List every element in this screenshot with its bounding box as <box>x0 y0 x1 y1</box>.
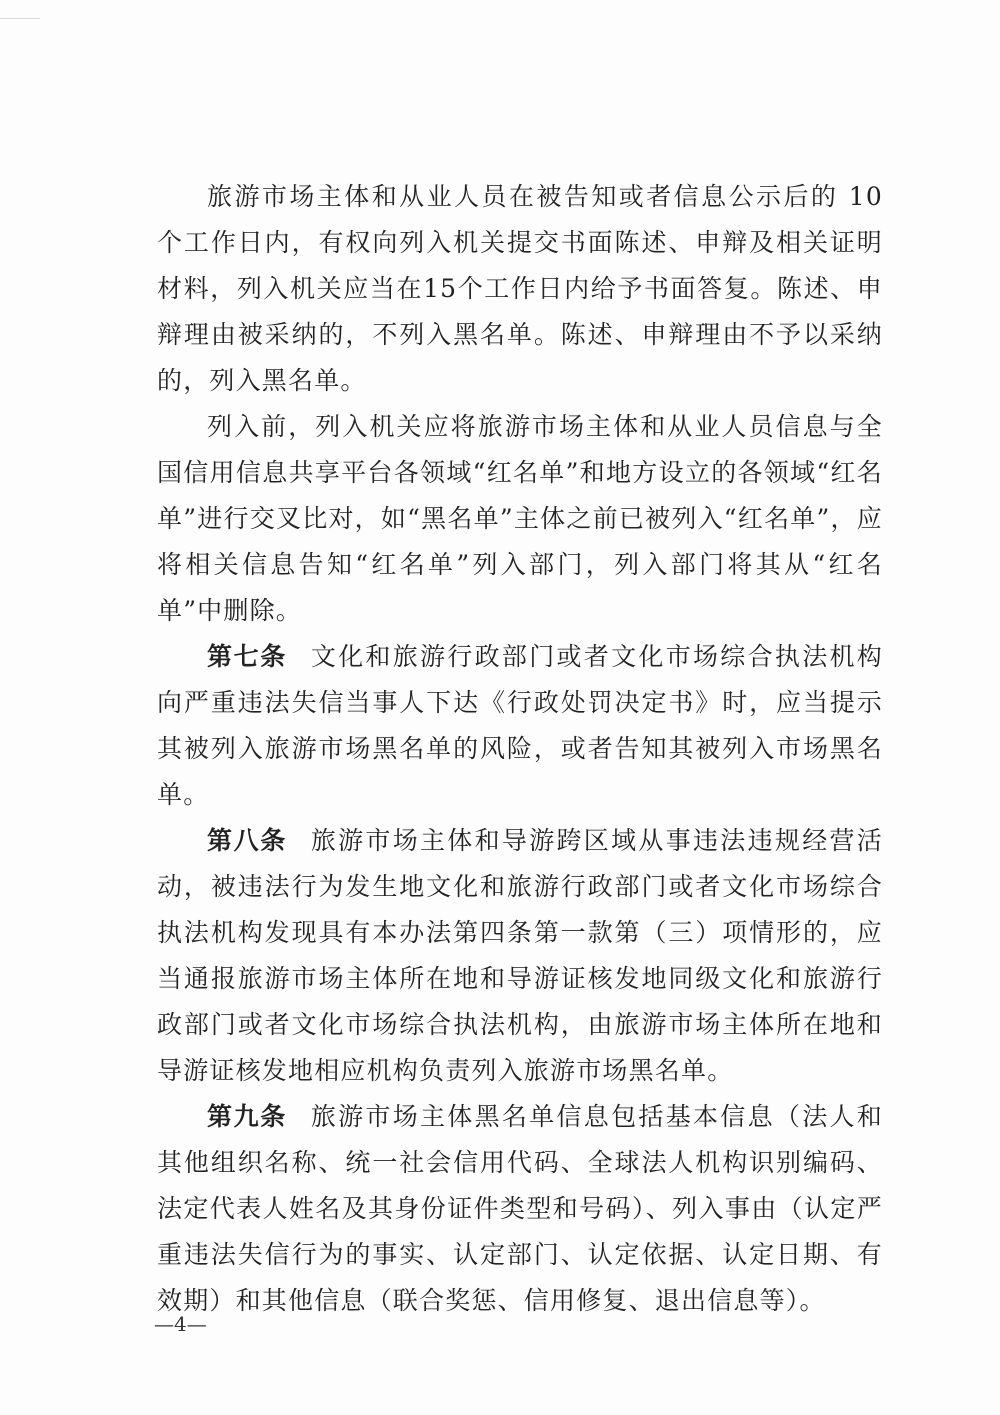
body-text <box>157 174 883 1324</box>
paragraph-text: 旅游市场主体黑名单信息包括基本信息（法人和其他组织名称、统一社会信用代码、全球法人机构识别编码、法定代表人姓名及其身份证件类型和号码）、列入事由（认定严重违法失信行为的事实、认定部门、认定依据、认定日期、有效期）和其他信息（联合奖惩、信用修复、退出信息等）。 <box>157 1102 883 1315</box>
paragraph-article-8 <box>157 818 883 1094</box>
article-number: 第九条 <box>207 1102 287 1131</box>
paragraph-text: 文化和旅游行政部门或者文化市场综合执法机构向严重违法失信当事人下达《行政处罚决定书》时，应当提示其被列入旅游市场黑名单的风险，或者告知其被列入市场黑名单。 <box>157 642 883 809</box>
paragraph-text: 列入前，列入机关应将旅游市场主体和从业人员信息与全国信用信息共享平台各领域“红名单”和地方设立的各领域“红名单”进行交叉比对，如“黑名单”主体之前已被列入“红名单”，应将相关信息告知“红名单”列入部门，列入部门将其从“红名单”中删除。 <box>157 412 883 625</box>
scan-edge-mark <box>0 18 40 19</box>
page-number: —4— <box>154 1312 207 1336</box>
paragraph-article-9 <box>157 1094 883 1324</box>
paragraph-article-7 <box>157 634 883 818</box>
article-number: 第七条 <box>207 642 287 671</box>
article-number: 第八条 <box>207 826 287 855</box>
paragraph-statement-period <box>157 174 883 404</box>
paragraph-cross-check <box>157 404 883 634</box>
paragraph-text: 旅游市场主体和导游跨区域从事违法违规经营活动，被违法行为发生地文化和旅游行政部门或者文化市场综合执法机构发现具有本办法第四条第一款第（三）项情形的，应当通报旅游市场主体所在地和导游证核发地同级文化和旅游行政部门或者文化市场综合执法机构，由旅游市场主体所在地和导游证核发地相应机构负责列入旅游市场黑名单。 <box>157 826 883 1085</box>
paragraph-text: 旅游市场主体和从业人员在被告知或者信息公示后的 10 个工作日内，有权向列入机关提交书面陈述、申辩及相关证明材料，列入机关应当在15个工作日内给予书面答复。陈述、申辩理由被采纳的，不列入黑名单。陈述、申辩理由不予以采纳的，列入黑名单。 <box>157 182 883 395</box>
